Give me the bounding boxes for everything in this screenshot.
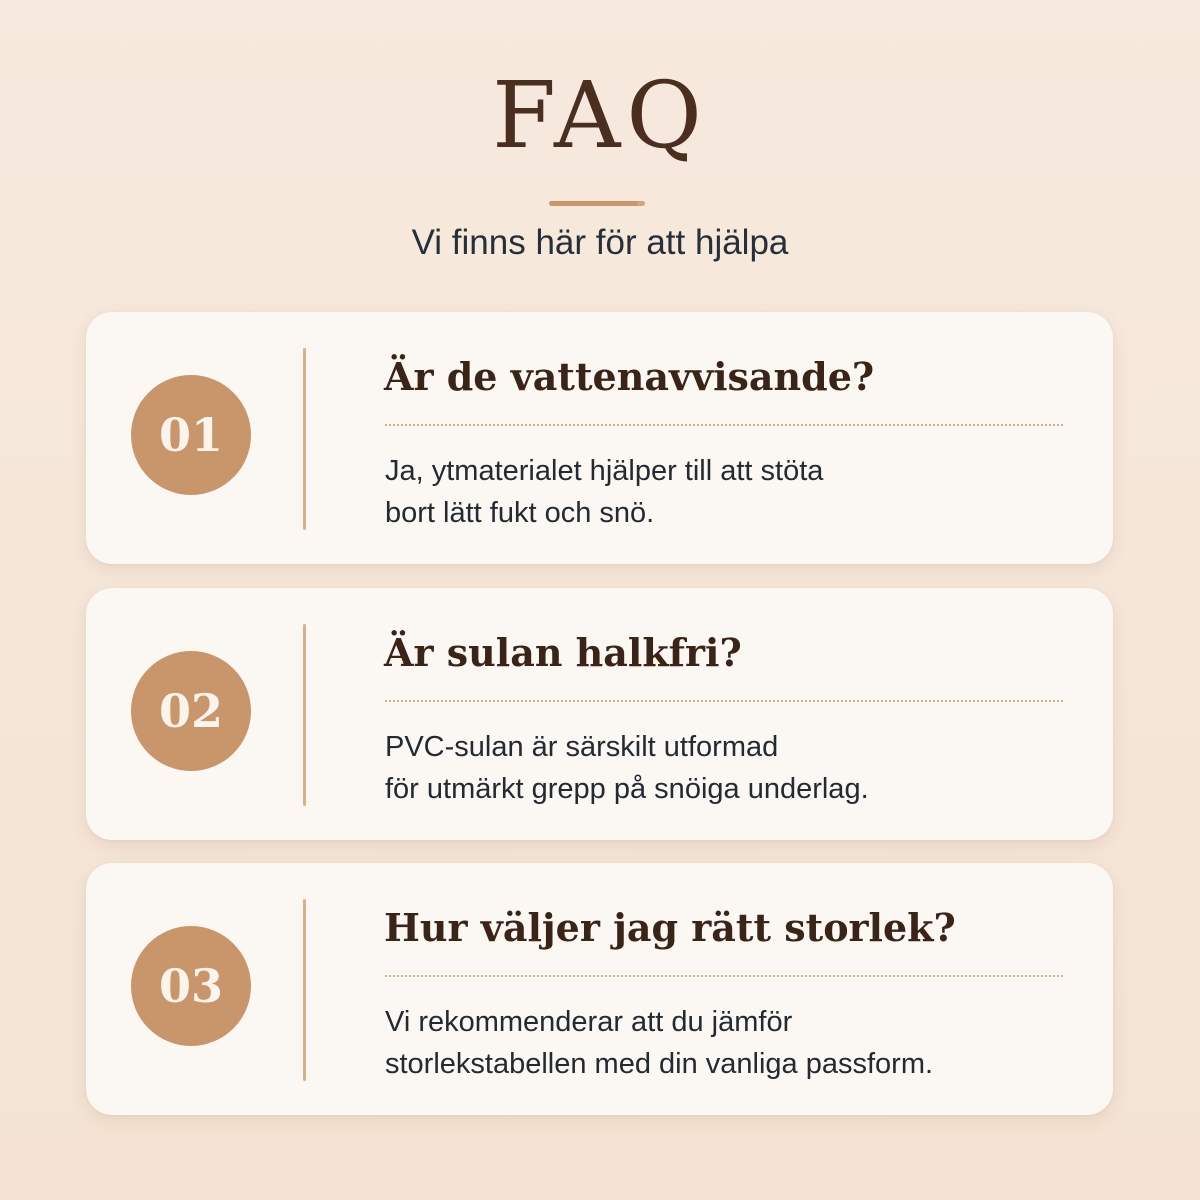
faq-answer (385, 1001, 1075, 1085)
page-subtitle: Vi finns här för att hjälpa (411, 223, 789, 262)
faq-answer-line: Ja, ytmaterialet hjälper till att stöta (385, 455, 824, 487)
faq-number-badge: 02 (131, 651, 251, 771)
card-divider-vertical (303, 348, 306, 530)
card-divider-vertical (303, 624, 306, 806)
page-title: FAQ (492, 62, 708, 169)
faq-number-badge: 01 (131, 375, 251, 495)
faq-answer-line: PVC-sulan är särskilt utformad (385, 731, 779, 763)
faq-answer (385, 726, 1075, 810)
faq-answer-line: storlekstabellen med din vanliga passform. (385, 1048, 934, 1080)
faq-number-badge: 03 (131, 926, 251, 1046)
faq-answer-line: Vi rekommenderar att du jämför (385, 1006, 793, 1038)
faq-card (86, 312, 1113, 564)
faq-answer-line: bort lätt fukt och snö. (385, 497, 655, 529)
faq-answer-line: för utmärkt grepp på snöiga underlag. (385, 773, 869, 805)
faq-question: Är sulan halkfri? (384, 630, 742, 675)
faq-question: Hur väljer jag rätt storlek? (384, 905, 956, 950)
card-divider-vertical (303, 899, 306, 1081)
dotted-separator (385, 424, 1063, 426)
dotted-separator (385, 700, 1063, 702)
faq-answer (385, 450, 1075, 534)
faq-card (86, 588, 1113, 840)
title-divider-dot (637, 201, 645, 206)
dotted-separator (385, 975, 1063, 977)
title-divider (549, 201, 641, 206)
faq-card (86, 863, 1113, 1115)
faq-question: Är de vattenavvisande? (384, 354, 875, 399)
